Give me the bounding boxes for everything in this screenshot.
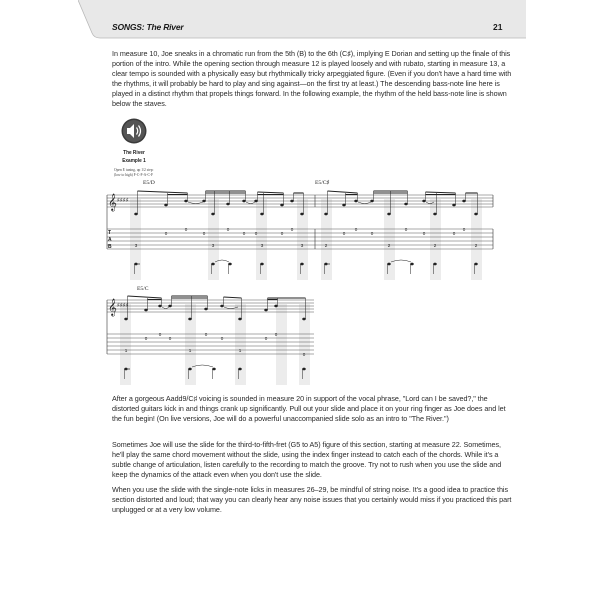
svg-text:0: 0 bbox=[342, 231, 346, 236]
svg-text:0: 0 bbox=[220, 336, 224, 341]
paragraph-string-noise: When you use the slide with the single-note licks in measures 26–29, be mindful of string noise. It's a good idea to practice this section distorted and loud; that way you can clearly hear any noise issues that you certainly would miss if you practiced this part unplugged or at a very low volume. bbox=[112, 485, 512, 514]
svg-text:1: 1 bbox=[124, 348, 128, 353]
svg-text:T: T bbox=[108, 230, 112, 236]
svg-text:3: 3 bbox=[300, 243, 304, 248]
header-band-shape bbox=[78, 0, 526, 40]
svg-text:♯♯♯♯: ♯♯♯♯ bbox=[117, 197, 129, 204]
svg-text:0: 0 bbox=[354, 227, 358, 232]
svg-text:3: 3 bbox=[260, 243, 264, 248]
svg-text:0: 0 bbox=[404, 227, 408, 232]
svg-text:0: 0 bbox=[144, 336, 148, 341]
svg-text:0: 0 bbox=[158, 332, 162, 337]
svg-text:2: 2 bbox=[433, 243, 437, 248]
svg-text:2: 2 bbox=[324, 243, 328, 248]
paragraph-slide-intro: After a gorgeous Aadd9/C♯ voicing is sounded in measure 20 in support of the vocal phrase, "Lord can I be saved?," the distorted guitars kick in and things crank up significantly. Pull out your slide and place it on your ring finger as Joe does and let the fun begin! (On live versions, Joe will do a powerful unaccompanied slide solo as an intro to "The River.") bbox=[112, 394, 506, 423]
svg-text:𝄞: 𝄞 bbox=[108, 298, 117, 316]
paragraph-slide-technique: Sometimes Joe will use the slide for the third-to-fifth-fret (G5 to A5) figure of this section, starting at measure 22. Sometimes, he'll play the same chord movement without the slide, using the index finger instead to catch each of the chords. While it's a subtle change of articulation, listen carefully to the recording to match the groove. Try not to rush when you use the slide and keep the dynamics of the attack even when you don't use the slide. bbox=[112, 440, 502, 479]
svg-text:0: 0 bbox=[204, 332, 208, 337]
svg-text:0: 0 bbox=[280, 231, 284, 236]
svg-text:0: 0 bbox=[202, 231, 206, 236]
svg-text:3: 3 bbox=[211, 243, 215, 248]
running-header bbox=[78, 0, 526, 39]
example-number: Example 1 bbox=[122, 158, 146, 164]
svg-text:0: 0 bbox=[264, 336, 268, 341]
example-title: The River bbox=[123, 150, 145, 156]
svg-text:0: 0 bbox=[254, 231, 258, 236]
svg-text:♯♯♯♯: ♯♯♯♯ bbox=[117, 302, 129, 309]
chord-symbol: E5/C bbox=[137, 286, 149, 292]
tuning-note bbox=[114, 168, 204, 177]
notation-system-2 bbox=[104, 290, 314, 385]
svg-text:A: A bbox=[108, 237, 112, 243]
svg-text:0: 0 bbox=[164, 231, 168, 236]
svg-text:3: 3 bbox=[134, 243, 138, 248]
svg-text:0: 0 bbox=[184, 227, 188, 232]
chord-symbol: E5/D bbox=[143, 180, 155, 186]
svg-text:0: 0 bbox=[370, 231, 374, 236]
svg-text:0: 0 bbox=[462, 227, 466, 232]
paragraph-intro: In measure 10, Joe sneaks in a chromatic run from the 5th (B) to the 6th (C♯), implying E Dorian and setting up the finale of this portion of the intro. While the opening section through measure 12 is played loosely and with rubato, starting in measure 13, a clear tempo is sounded with a physically easy but rhythmically tricky arpeggiated figure. (Even if you don't have a hard time with the rhythms, it will probably be hard to play and sing against—on the first try at least.) The descending bass-note line here is played in a distinct rhythm that propels things forward. In the following example, the rhythm of the held bass-note line is shown below the staves. bbox=[112, 49, 512, 108]
svg-text:0: 0 bbox=[290, 227, 294, 232]
svg-text:0: 0 bbox=[274, 332, 278, 337]
svg-text:B: B bbox=[108, 244, 112, 250]
svg-text:𝄞: 𝄞 bbox=[108, 193, 117, 211]
song-title: The River bbox=[146, 22, 184, 32]
svg-text:0: 0 bbox=[242, 231, 246, 236]
tuning-line-1: Open E tuning, up 1/2 step: bbox=[114, 168, 154, 172]
notation-system-1 bbox=[104, 185, 496, 280]
svg-text:1: 1 bbox=[238, 348, 242, 353]
svg-text:0: 0 bbox=[452, 231, 456, 236]
svg-text:0: 0 bbox=[168, 336, 172, 341]
section-label: SONGS: bbox=[112, 22, 145, 32]
svg-text:2: 2 bbox=[387, 243, 391, 248]
tuning-line-2: (low to high) F-C-F-A-C-F bbox=[114, 172, 154, 177]
svg-text:0: 0 bbox=[422, 231, 426, 236]
svg-text:0: 0 bbox=[302, 352, 306, 357]
svg-text:1: 1 bbox=[188, 348, 192, 353]
svg-text:2: 2 bbox=[474, 243, 478, 248]
chord-symbol: E5/C♯ bbox=[315, 180, 330, 186]
speaker-icon[interactable] bbox=[121, 118, 147, 144]
audio-example-badge[interactable] bbox=[114, 118, 154, 165]
page-number: 21 bbox=[493, 22, 503, 32]
running-head-title bbox=[112, 22, 183, 32]
svg-text:0: 0 bbox=[226, 227, 230, 232]
